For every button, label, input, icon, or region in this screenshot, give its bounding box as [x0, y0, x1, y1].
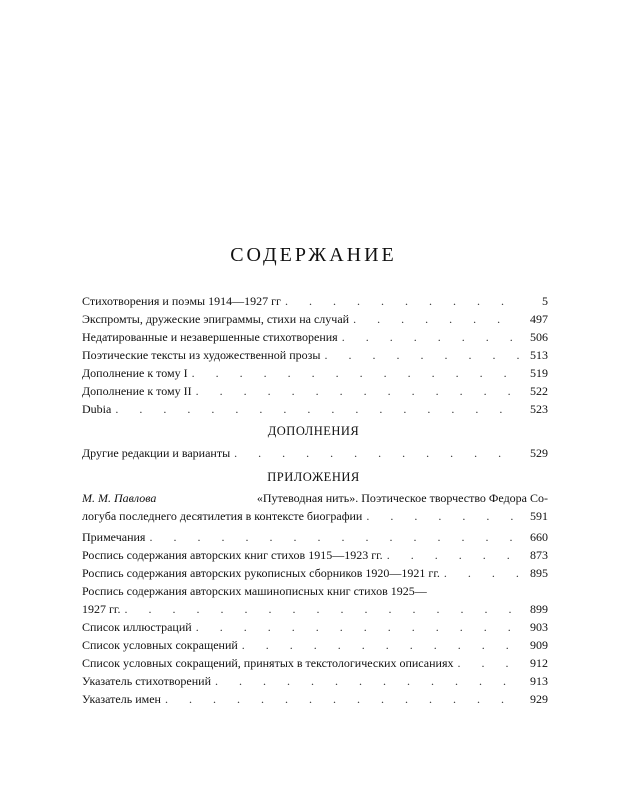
toc-entry[interactable]: [82, 364, 548, 382]
entry-title: Роспись содержания авторских рукописных сборников 1920—1921 гг.: [82, 566, 440, 580]
toc-main-list: [82, 292, 548, 418]
entry-page: 912: [530, 656, 548, 670]
entry-title: Примечания: [82, 530, 146, 544]
entry-title: Указатель имен: [82, 692, 161, 706]
toc-entry[interactable]: [82, 528, 548, 546]
toc-entry[interactable]: [82, 444, 548, 462]
entry-title: Dubia: [82, 402, 112, 416]
page-title: СОДЕРЖАНИЕ: [230, 244, 397, 266]
entry-title-line1: Роспись содержания авторских машинописных книг стихов 1925—: [82, 584, 427, 598]
entry-page: 506: [530, 330, 548, 344]
entry-page: 519: [530, 366, 548, 380]
toc-additions-list: [82, 444, 548, 462]
entry-page: 497: [530, 312, 548, 326]
toc-appendices-list: [82, 489, 548, 708]
toc-entry[interactable]: [82, 546, 548, 564]
entry-title: Дополнение к тому I: [82, 366, 188, 380]
entry-page: 899: [530, 602, 548, 616]
dot-leader: [149, 528, 520, 546]
entry-title: Список иллюстраций: [82, 620, 192, 634]
entry-title: Список условных сокращений, принятых в текстологических описаниях: [82, 656, 454, 670]
section-heading-appendices: ПРИЛОЖЕНИЯ: [267, 470, 360, 484]
entry-title: Список условных сокращений: [82, 638, 238, 652]
toc-entry[interactable]: [82, 400, 548, 418]
essay-entry-line2[interactable]: [82, 507, 548, 525]
toc-entry[interactable]: [82, 310, 548, 328]
entry-page: 903: [530, 620, 548, 634]
dot-leader: [192, 364, 520, 382]
entry-page: 873: [530, 548, 548, 562]
entry-page: 529: [530, 446, 548, 460]
entry-title: Указатель стихотворений: [82, 674, 211, 688]
essay-title-line1: «Путеводная нить». Поэтическое творчество Федора Со-: [256, 491, 548, 505]
typescript-entry-line1[interactable]: [82, 582, 548, 600]
dot-leader: [353, 310, 520, 328]
entry-title: Экспромты, дружеские эпиграммы, стихи на случай: [82, 312, 350, 326]
entry-title: Другие редакции и варианты: [82, 446, 231, 460]
toc-entry[interactable]: [82, 328, 548, 346]
entry-page: 913: [530, 674, 548, 688]
dot-leader: [387, 546, 520, 564]
entry-page: 591: [530, 509, 548, 523]
dot-leader: [324, 346, 520, 364]
dot-leader: [342, 328, 520, 346]
toc-entry[interactable]: [82, 292, 548, 310]
toc-entry[interactable]: [82, 672, 548, 690]
entry-title: Поэтические тексты из художественной прозы: [82, 348, 321, 362]
dot-leader: [115, 400, 520, 418]
section-heading-additions: ДОПОЛНЕНИЯ: [267, 424, 360, 438]
dot-leader: [242, 636, 520, 654]
dot-leader: [125, 600, 521, 618]
entry-title: Недатированные и незавершенные стихотворения: [82, 330, 338, 344]
toc-entry[interactable]: [82, 618, 548, 636]
essay-author: М. М. Павлова: [82, 491, 157, 505]
essay-entry-line1[interactable]: [82, 489, 548, 507]
dot-leader: [165, 690, 520, 708]
entry-title-line2: 1927 гг.: [82, 602, 121, 616]
entry-page: 660: [530, 530, 548, 544]
entry-page: 909: [530, 638, 548, 652]
entry-page: 513: [530, 348, 548, 362]
entry-page: 895: [530, 566, 548, 580]
entry-page: 929: [530, 692, 548, 706]
typescript-entry-line2[interactable]: [82, 600, 548, 618]
dot-leader: [234, 444, 520, 462]
entry-page: 5: [542, 294, 548, 308]
entry-page: 523: [530, 402, 548, 416]
dot-leader: [196, 618, 520, 636]
toc-entry[interactable]: [82, 346, 548, 364]
entry-title: Роспись содержания авторских книг стихов 1915—1923 гг.: [82, 548, 383, 562]
dot-leader: [366, 507, 520, 525]
toc-entry[interactable]: [82, 564, 548, 582]
entry-title: Дополнение к тому II: [82, 384, 192, 398]
toc-entry[interactable]: [82, 690, 548, 708]
dot-leader: [285, 292, 520, 310]
dot-leader: [215, 672, 520, 690]
toc-entry[interactable]: [82, 382, 548, 400]
essay-title-line2: логуба последнего десятилетия в контексте биографии: [82, 509, 363, 523]
entry-page: 522: [530, 384, 548, 398]
toc-entry[interactable]: [82, 654, 548, 672]
dot-leader: [196, 382, 520, 400]
entry-title: Стихотворения и поэмы 1914—1927 гг: [82, 294, 281, 308]
dot-leader: [444, 564, 520, 582]
toc-entry[interactable]: [82, 636, 548, 654]
dot-leader: [457, 654, 520, 672]
